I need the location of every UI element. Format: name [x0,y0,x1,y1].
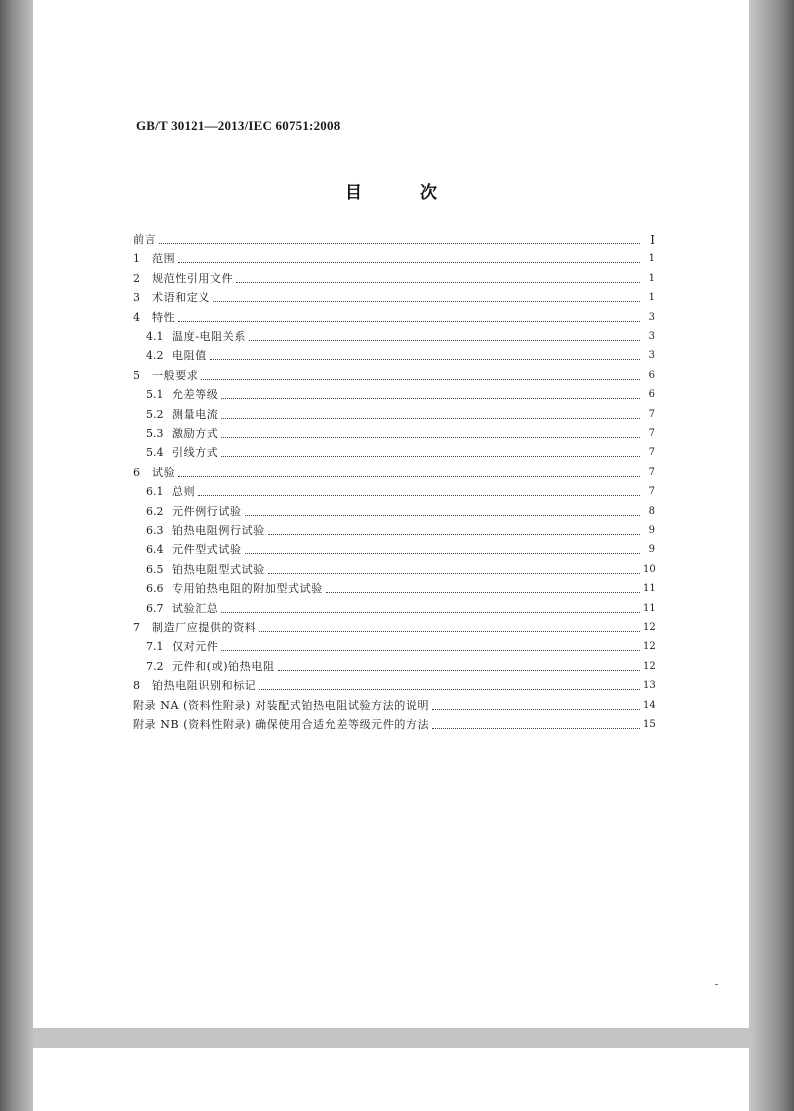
toc-entry-page-number: 11 [643,583,656,595]
toc-entry-title: 制造厂应提供的资料 [152,621,257,634]
toc-entry-number: 2 [133,271,140,285]
toc-entry[interactable] [146,522,655,538]
toc-entry-page-number: 6 [648,369,655,381]
toc-entry-page-number: 3 [648,350,655,362]
dot-leader [178,262,640,263]
toc-entry-number: 5.1 [146,388,164,402]
toc-entry[interactable] [133,677,655,693]
toc-entry-page-number: 9 [648,525,655,536]
dot-leader [221,398,640,399]
toc-entry-page-number: 3 [648,331,655,342]
toc-entry-title: 引线方式 [172,446,219,460]
toc-entry-title: 元件例行试验 [172,504,242,518]
toc-entry-title: 附录 NB (资料性附录) 确保使用合适允差等级元件的方法 [133,718,430,731]
toc-entry-number: 7.2 [146,659,164,673]
toc-entry-page-number: 12 [643,622,656,633]
toc-entry[interactable] [146,541,655,557]
toc-entry-number: 5 [133,368,140,382]
toc-entry-number: 6.3 [146,524,164,537]
toc-entry[interactable] [133,697,655,713]
toc-entry[interactable] [146,386,655,402]
toc-entry-page-number: 7 [648,447,655,459]
standard-header: GB/T 30121—2013/IEC 60751:2008 [136,118,341,133]
toc-entry-number: 5.3 [146,427,164,440]
toc-entry-page-number: 1 [648,272,655,284]
dot-leader [278,670,640,671]
toc-entry-page-number: I [650,233,655,247]
toc-entry-number: 4.1 [146,330,164,343]
toc-entry[interactable] [133,619,655,635]
dot-leader [245,515,640,516]
dot-leader [210,359,640,360]
toc-entry-page-number: 3 [648,311,655,323]
dot-leader [198,495,640,496]
dot-leader [221,612,640,613]
page-title: 目 次 [345,183,463,203]
toc-entry-title: 电阻值 [172,349,207,363]
toc-entry-page-number: 10 [643,563,656,575]
toc-entry-title: 附录 NA (资料性附录) 对装配式铂热电阻试验方法的说明 [133,698,430,712]
toc-entry-number: 7 [133,621,140,634]
next-document-page [33,1048,749,1111]
toc-entry-title: 一般要求 [152,368,199,382]
toc-entry[interactable] [146,503,655,519]
toc-entry[interactable] [133,270,655,286]
toc-entry-number: 6 [133,465,140,479]
toc-entry[interactable] [133,464,655,480]
dot-leader [268,573,640,574]
document-page [33,0,749,1028]
toc-entry-number: 8 [133,679,140,693]
toc-entry-number: 6.1 [146,485,164,499]
toc-entry-page-number: 15 [643,719,656,730]
toc-entry-title: 元件和(或)铂热电阻 [172,659,275,673]
dot-leader [432,709,640,710]
toc-entry-title: 专用铂热电阻的附加型式试验 [172,582,323,596]
toc-entry-number: 5.4 [146,446,164,460]
dot-leader [213,301,640,302]
toc-entry-page-number: 7 [648,466,655,478]
dot-leader [236,282,640,283]
toc-entry[interactable] [146,483,655,499]
toc-entry[interactable] [133,289,655,305]
toc-entry[interactable] [146,600,655,616]
toc-entry-page-number: 1 [648,292,655,304]
toc-entry-page-number: 9 [648,544,655,556]
toc-entry-page-number: 6 [648,389,655,401]
toc-entry-number: 3 [133,291,140,305]
toc-entry-number: 6.7 [146,601,164,615]
toc-entry[interactable] [146,561,655,577]
toc-entry-title: 试验 [152,465,176,479]
toc-entry[interactable] [146,406,655,422]
dot-leader [221,456,640,457]
toc-entry[interactable] [146,347,655,363]
toc-entry[interactable] [146,444,655,460]
toc-entry-number: 4 [133,310,140,324]
toc-entry-title: 铂热电阻例行试验 [172,524,265,537]
toc-entry-page-number: 7 [648,408,655,420]
toc-entry-title: 特性 [152,310,176,324]
toc-entry-number: 7.1 [146,640,164,654]
dot-leader [178,321,640,322]
toc-entry-page-number: 12 [643,641,656,653]
toc-entry-page-number: 14 [643,699,656,711]
toc-entry-title: 术语和定义 [152,291,210,305]
dot-leader [221,418,640,419]
dot-leader [245,553,640,554]
toc-entry-title: 仅对元件 [172,640,219,654]
scan-speck [715,984,718,985]
dot-leader [221,650,640,651]
toc-entry-title: 激励方式 [172,427,219,440]
toc-entry-page-number: 1 [648,253,655,265]
dot-leader [221,437,640,438]
dot-leader [259,631,640,632]
dot-leader [201,379,640,380]
toc-entry[interactable] [133,367,655,383]
toc-entry-page-number: 11 [643,602,656,614]
toc-entry[interactable] [133,309,655,325]
toc-entry[interactable] [146,425,655,441]
toc-entry-number: 4.2 [146,349,164,363]
toc-entry[interactable] [133,231,655,247]
toc-entry-page-number: 8 [648,505,655,517]
toc-entry-title: 温度-电阻关系 [172,330,246,343]
toc-entry[interactable] [146,658,655,674]
toc-entry-page-number: 7 [648,428,655,439]
toc-entry[interactable] [146,580,655,596]
toc-entry[interactable] [133,250,655,266]
toc-entry-title: 铂热电阻识别和标记 [152,679,257,693]
toc-entry-title: 元件型式试验 [172,543,242,557]
toc-entry-number: 1 [133,252,140,266]
dot-leader [268,534,640,535]
dot-leader [159,243,640,244]
dot-leader [259,689,640,690]
toc-entry-title: 范围 [152,252,176,266]
dot-leader [432,728,640,729]
toc-entry-title: 试验汇总 [172,601,219,615]
toc-entry[interactable] [146,328,655,344]
toc-entry-title: 测量电流 [172,407,219,421]
toc-entry-number: 6.6 [146,582,164,596]
toc-entry-page-number: 13 [643,680,656,692]
toc-entry-number: 6.5 [146,562,164,576]
toc-entry-number: 6.4 [146,543,164,557]
toc-entry-title: 总则 [172,485,196,499]
toc-entry-title: 规范性引用文件 [152,271,234,285]
dot-leader [249,340,640,341]
toc-entry[interactable] [133,716,655,732]
toc-entry-page-number: 12 [643,660,656,672]
toc-entry-title: 前言 [133,233,157,246]
toc-entry-number: 6.2 [146,504,164,518]
toc-entry-number: 5.2 [146,407,164,421]
dot-leader [326,592,640,593]
toc-entry-page-number: 7 [648,486,655,498]
dot-leader [178,476,640,477]
toc-entry-title: 铂热电阻型式试验 [172,562,265,576]
toc-entry[interactable] [146,638,655,654]
toc-entry-title: 允差等级 [172,388,219,402]
